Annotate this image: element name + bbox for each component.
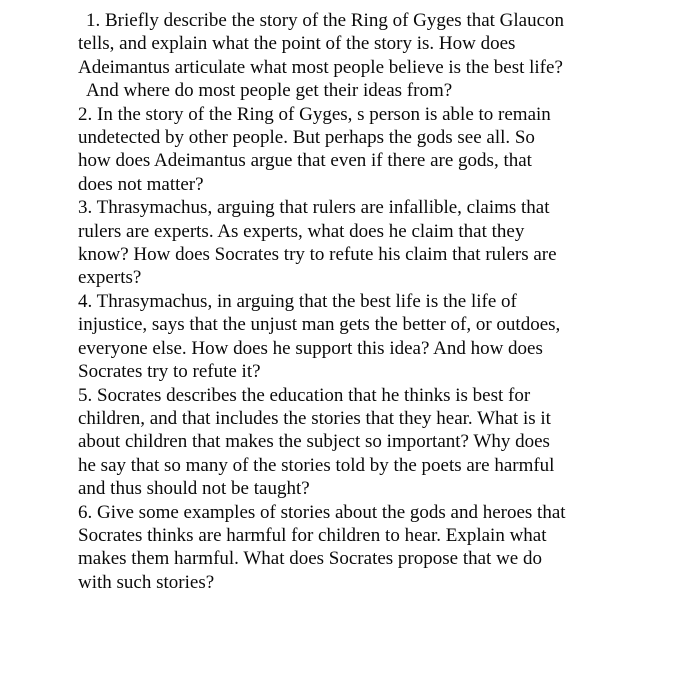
q5-line-2: children, and that includes the stories that they hear. What is it (78, 407, 551, 429)
q6-line-2: Socrates thinks are harmful for children to hear. Explain what (78, 524, 547, 546)
q6-line-4: with such stories? (78, 571, 215, 593)
q4-line-2: injustice, says that the unjust man gets the better of, or outdoes, (78, 314, 561, 336)
q2-line-1: 2. In the story of the Ring of Gyges, s person is able to remain (78, 103, 551, 125)
question-list (78, 9, 638, 594)
q2-line-2: undetected by other people. But perhaps the gods see all. So (78, 127, 535, 149)
q3-line-4: experts? (78, 267, 142, 289)
q5-line-1: 5. Socrates describes the education that he thinks is best for (78, 384, 531, 406)
q3-line-1: 3. Thrasymachus, arguing that rulers are infallible, claims that (78, 197, 550, 219)
q5-line-4: he say that so many of the stories told by the poets are harmful (78, 454, 555, 476)
q3-line-3: know? How does Socrates try to refute his claim that rulers are (78, 244, 557, 266)
q1-line-1: 1. Briefly describe the story of the Ring of Gyges that Glaucon (86, 10, 565, 31)
q4-line-3: everyone else. How does he support this idea? And how does (78, 337, 543, 359)
q5-line-3: about children that makes the subject so important? Why does (78, 431, 550, 453)
q6-line-3: makes them harmful. What does Socrates propose that we do (78, 548, 542, 570)
q1-line-2: tells, and explain what the point of the story is. How does (78, 33, 516, 55)
q5-line-5: and thus should not be taught? (78, 478, 310, 500)
q3-line-2: rulers are experts. As experts, what does he claim that they (78, 220, 525, 242)
q4-line-4: Socrates try to refute it? (78, 361, 261, 383)
q6-line-1: 6. Give some examples of stories about the gods and heroes that (78, 501, 566, 523)
q2-line-4: does not matter? (78, 173, 204, 195)
q1-line-3: Adeimantus articulate what most people believe is the best life? (78, 56, 563, 78)
q4-line-1: 4. Thrasymachus, in arguing that the best life is the life of (78, 290, 517, 312)
q1-line-4: And where do most people get their ideas from? (86, 80, 453, 102)
q2-line-3: how does Adeimantus argue that even if there are gods, that (78, 150, 532, 172)
